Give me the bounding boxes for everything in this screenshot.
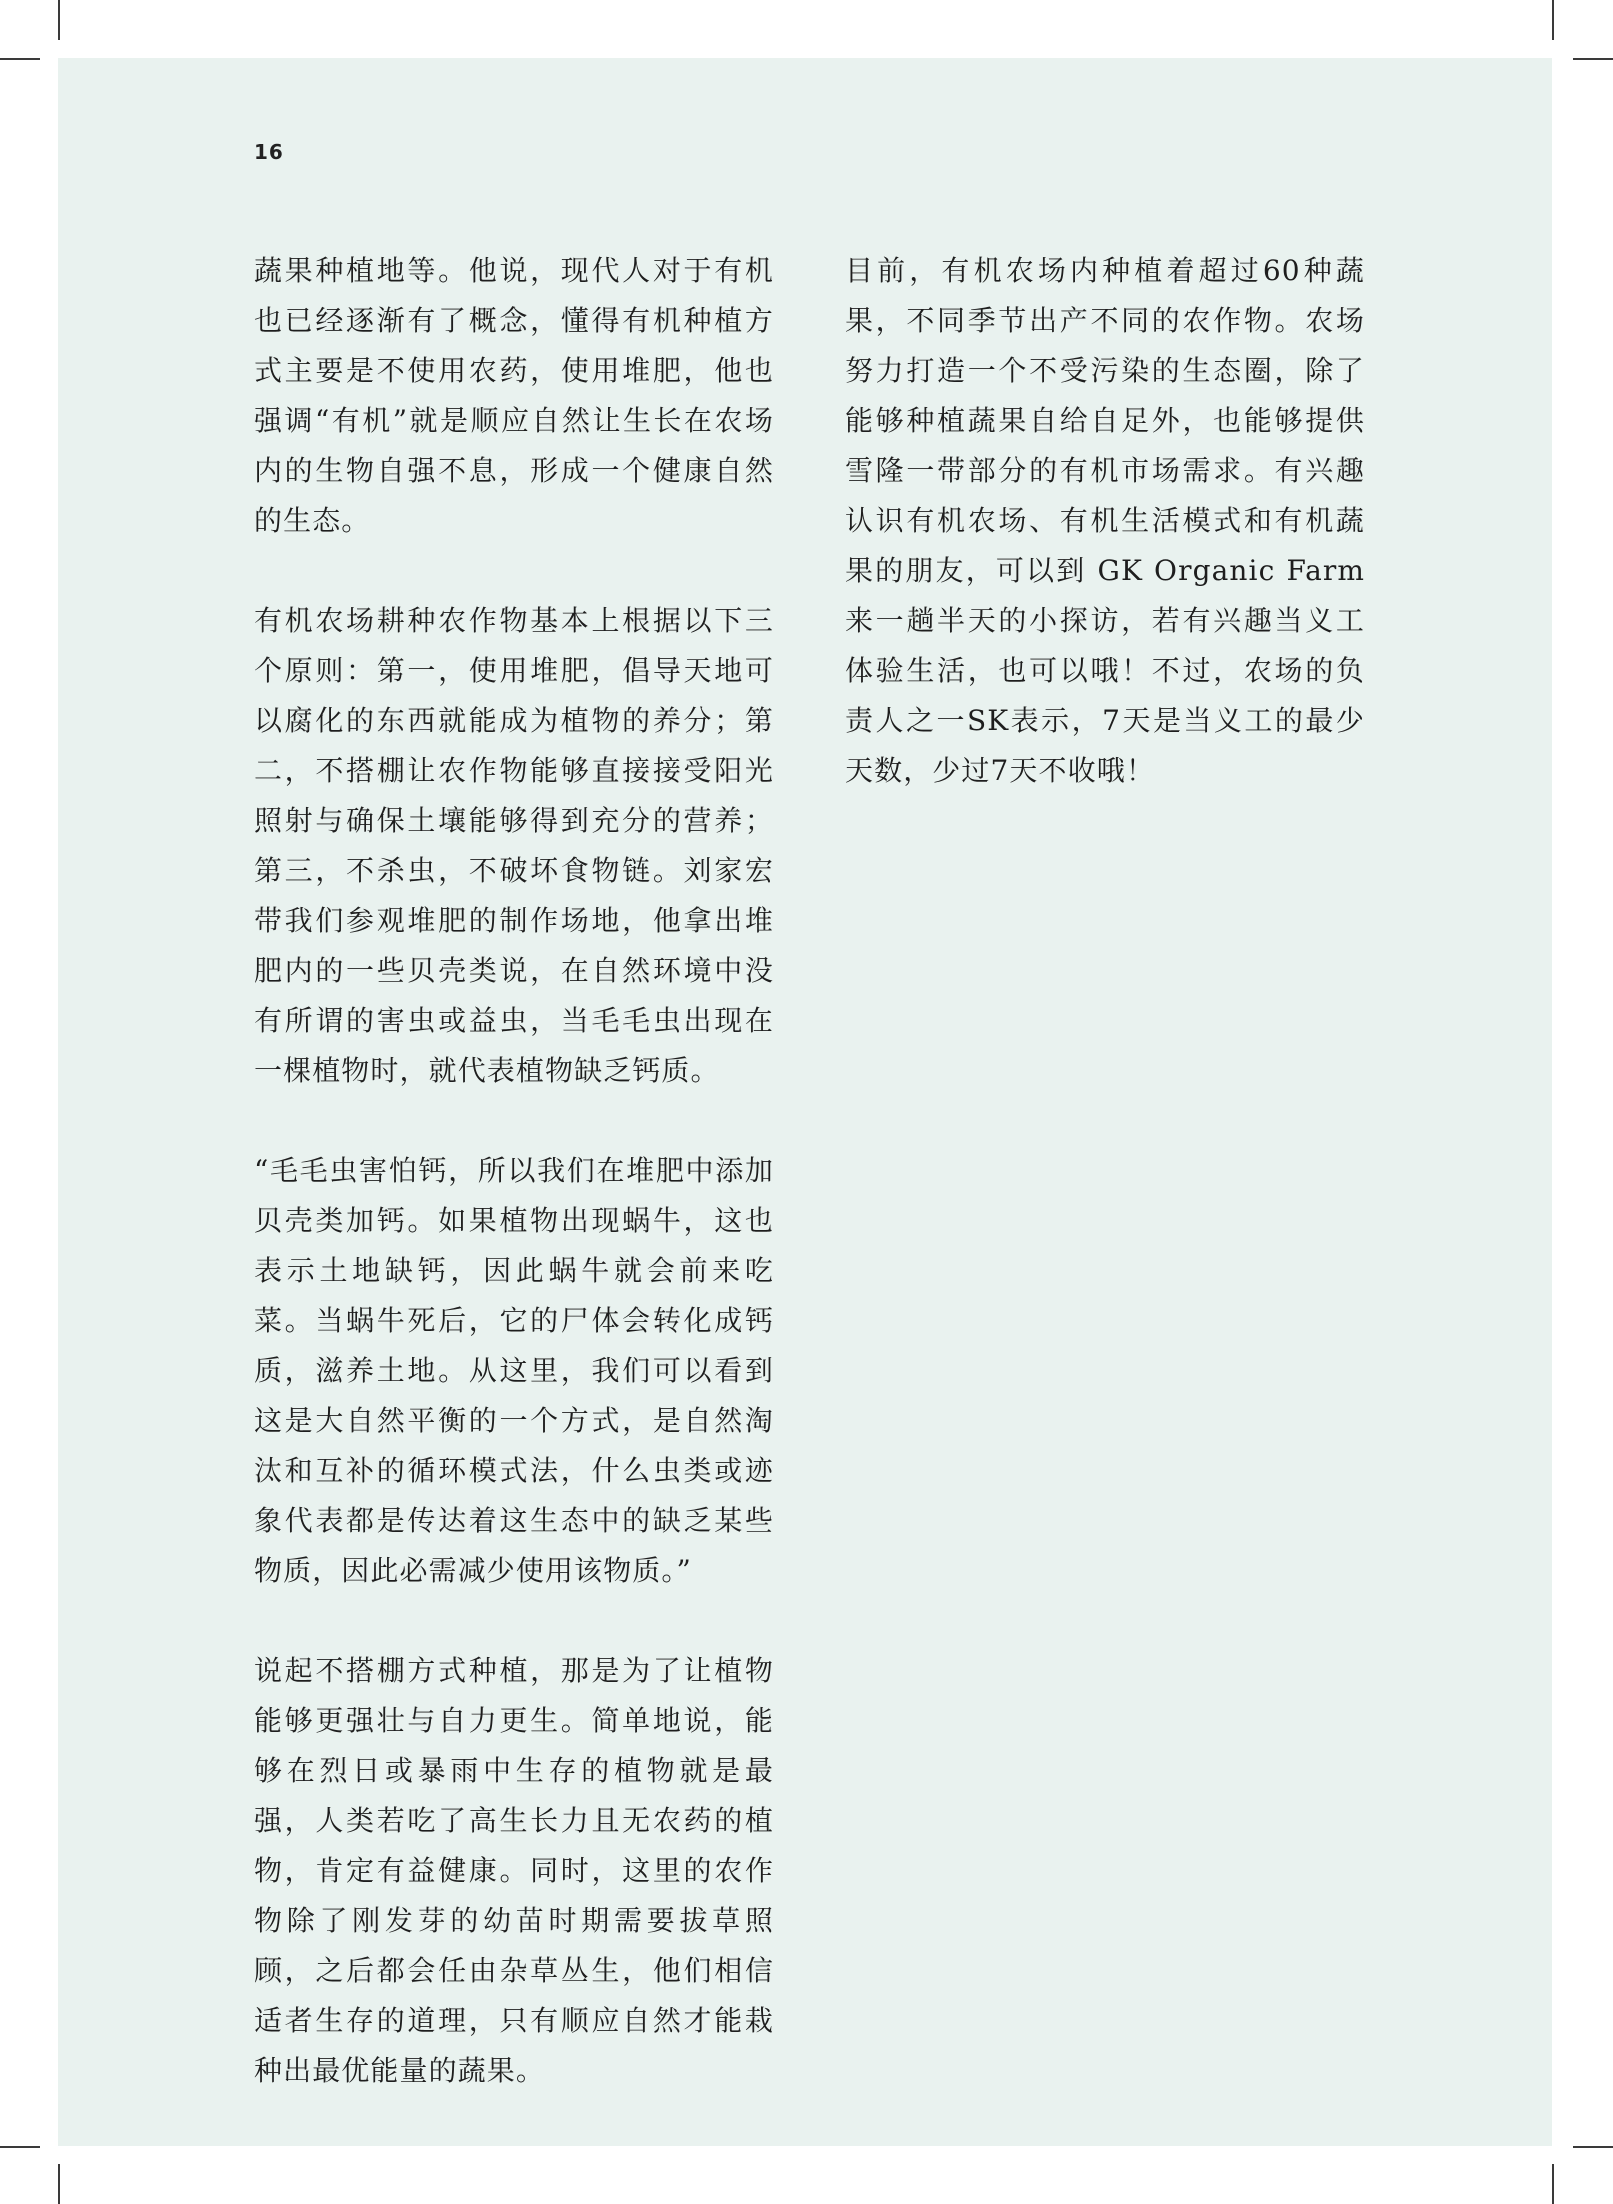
page-number: 16 [254, 140, 284, 164]
paragraph: 目前，有机农场内种植着超过60种蔬果，不同季节出产不同的农作物。农场努力打造一个不受污染的生态圈，除了能够种植蔬果自给自足外，也能够提供雪隆一带部分的有机市场需求。有兴趣认识有机农场、有机生活模式和有机蔬果的朋友，可以到 GK Organic Farm 来一趟半天的小探访，若有兴趣当义工体验生活，也可以哦！不过，农场的负责人之一SK表示，7天是当义工的最少天数，少过7天不收哦！ [845, 254, 1365, 787]
crop-mark-top-right-vertical [1552, 0, 1554, 40]
crop-mark-top-left-horizontal [0, 58, 40, 60]
paragraph: 有机农场耕种农作物基本上根据以下三个原则：第一，使用堆肥，倡导天地可以腐化的东西就能成为植物的养分；第二，不搭棚让农作物能够直接接受阳光照射与确保土壤能够得到充分的营养；第三，不杀虫，不破坏食物链。刘家宏带我们参观堆肥的制作场地，他拿出堆肥内的一些贝壳类说，在自然环境中没有所谓的害虫或益虫，当毛毛虫出现在一棵植物时，就代表植物缺乏钙质。 [254, 604, 774, 1087]
paragraph: 说起不搭棚方式种植，那是为了让植物能够更强壮与自力更生。简单地说，能够在烈日或暴雨中生存的植物就是最强，人类若吃了高生长力且无农药的植物，肯定有益健康。同时，这里的农作物除了刚发芽的幼苗时期需要拔草照顾，之后都会任由杂草丛生，他们相信适者生存的道理，只有顺应自然才能栽种出最优能量的蔬果。 [254, 1654, 774, 2087]
crop-mark-top-left-vertical [58, 0, 60, 40]
crop-mark-bottom-left-vertical [58, 2164, 60, 2204]
crop-mark-bottom-left-horizontal [0, 2146, 40, 2148]
crop-mark-bottom-right-vertical [1552, 2164, 1554, 2204]
paragraph: “毛毛虫害怕钙，所以我们在堆肥中添加贝壳类加钙。如果植物出现蜗牛，这也表示土地缺钙，因此蜗牛就会前来吃菜。当蜗牛死后，它的尸体会转化成钙质，滋养土地。从这里，我们可以看到这是大自然平衡的一个方式，是自然淘汰和互补的循环模式法，什么虫类或迹象代表都是传达着这生态中的缺乏某些物质，因此必需减少使用该物质。” [254, 1154, 774, 1587]
paragraph: 蔬果种植地等。他说，现代人对于有机也已经逐渐有了概念，懂得有机种植方式主要是不使用农药，使用堆肥，他也强调“有机”就是顺应自然让生长在农场内的生物自强不息，形成一个健康自然的生态。 [254, 254, 774, 537]
left-column [254, 246, 774, 2146]
crop-mark-top-right-horizontal [1573, 58, 1613, 60]
right-column [845, 246, 1365, 846]
crop-mark-bottom-right-horizontal [1573, 2146, 1613, 2148]
